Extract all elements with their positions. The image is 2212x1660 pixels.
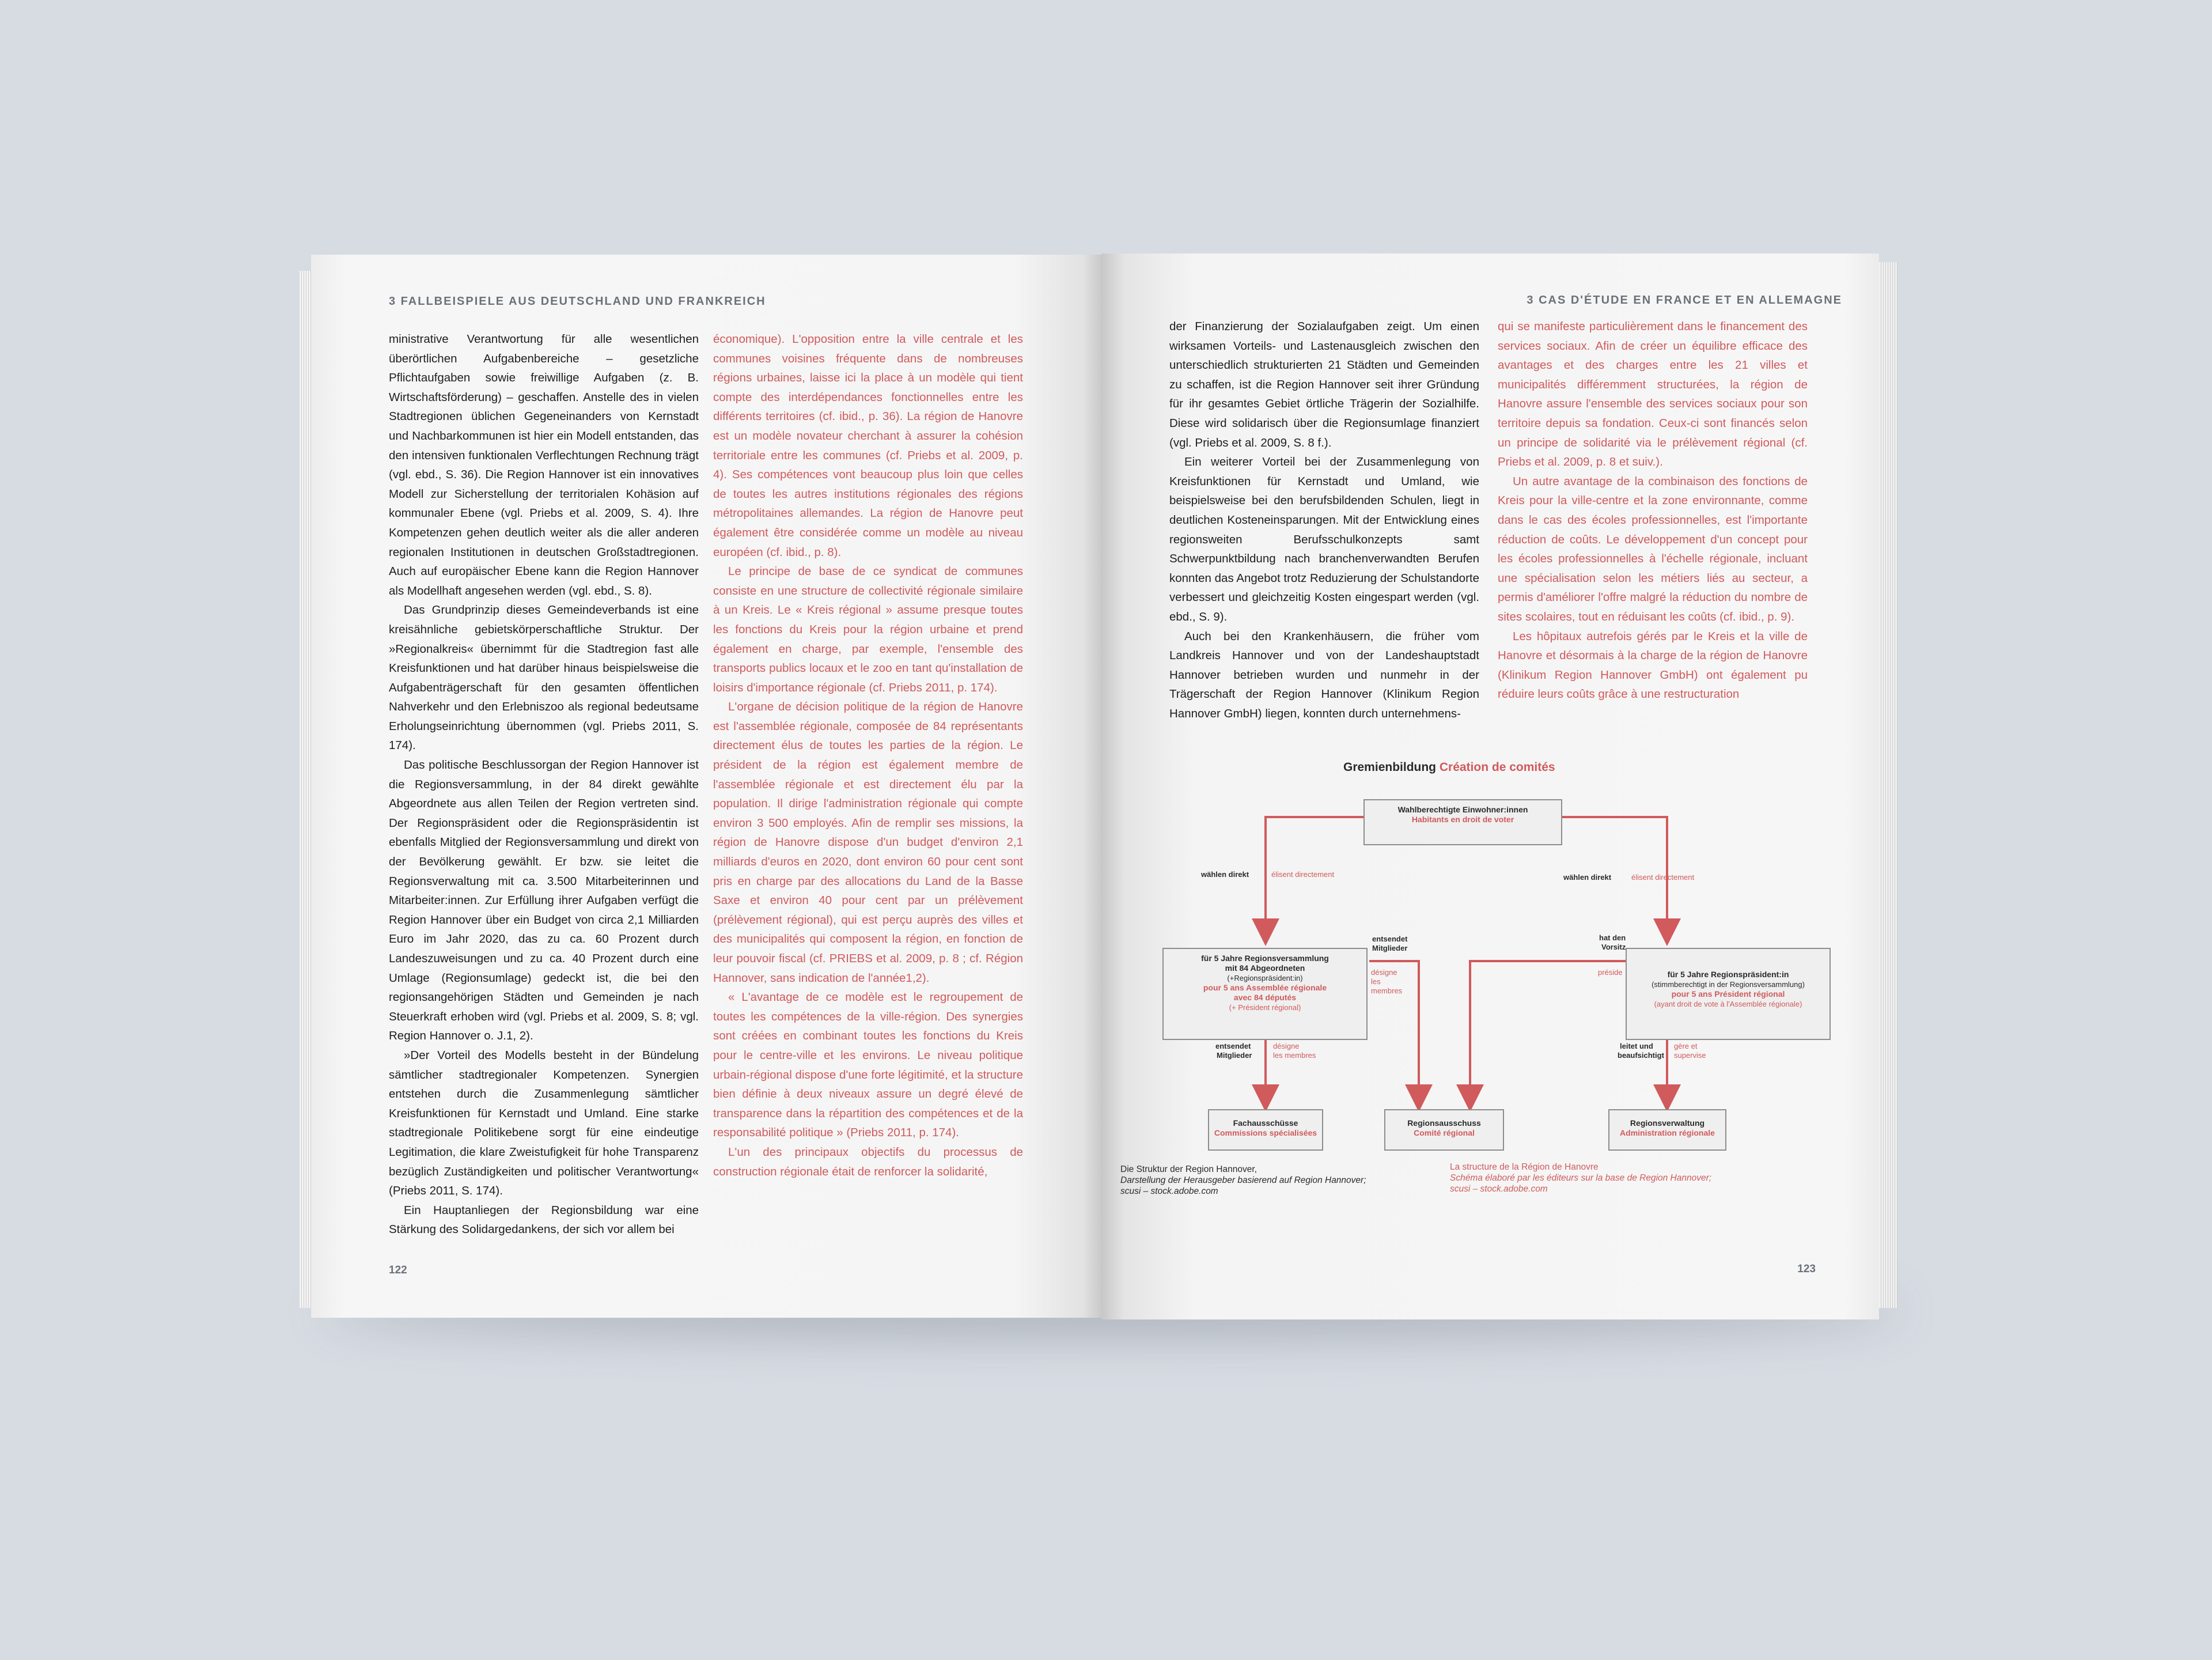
label-designates-fr-1: désigne: [1371, 968, 1397, 977]
caption-fr-line2-text: Schéma élaboré par les éditeurs sur la base de Region Hannover;: [1450, 1173, 1712, 1183]
assembly-label-de3: (+Regionspräsident:in): [1227, 974, 1303, 982]
paragraph: der Finanzierung der Sozialaufgaben zeigt. Um einen wirksamen Vorteils- und Lastenausgleich zwischen den unterschiedlich strukturierten 21 Städten und Gemeinden zu schaffen, ist die Region Hannover seit ihrer Gründung für ihr gesamtes Gebiet örtliche Trägerin der Sozialhilfe. Diese wird solidarisch über die Regionsumlage finanziert (vgl. Priebs et al. 2009, S. 8 f.).: [1169, 320, 1479, 449]
caption-fr-line3-text: scusi – stock.adobe.com: [1450, 1184, 1548, 1194]
caption-fr-line2: [1450, 1173, 1711, 1183]
running-head-right: 3 CAS D'ÉTUDE EN FRANCE ET EN ALLEMAGNE: [1527, 294, 1842, 307]
label-designates-fr-3: membres: [1371, 986, 1403, 995]
president-label-fr: pour 5 ans Président régional: [1671, 989, 1785, 999]
caption-de-line3-text: scusi – stock.adobe.com: [1120, 1186, 1218, 1196]
voters-label-fr: Habitants en droit de voter: [1411, 815, 1514, 824]
label-sends-low-de-2: Mitglieder: [1217, 1051, 1252, 1060]
paragraph: économique). L'opposition entre la ville centrale et les communes voisines fréquente dans de nombreuses régions urbaines, laisse ici la place à un modèle qui tient compte des interdépendances fonctionnelles entre les différents territoires (cf. ibid., p. 36). La région de Hanovre est un modèle novateur cherchant à assurer la cohésion territoriale entre les communes (cf. Priebs et al. 2009, p. 4). Ses compétences vont beaucoup plus loin que celles de toutes les autres institutions régionales des régions métropolitaines allemandes. La région de Hanovre peut également être considérée comme un modèle au niveau européen (cf. ibid., p. 8).: [713, 332, 1023, 559]
label-manages-fr-1: gère et: [1674, 1042, 1698, 1050]
label-chairs-fr: préside: [1598, 968, 1623, 977]
paragraph: Ein Hauptanliegen der Regionsbildung war eine Stärkung des Solidargedankens, der sich vor allem bei: [389, 1203, 699, 1237]
label-elect-left-fr: élisent directement: [1271, 870, 1335, 879]
label-sends-low-de-1: entsendet: [1215, 1042, 1251, 1050]
label-manages-fr-2: supervise: [1674, 1051, 1706, 1060]
caption-fr-line1: La structure de la Région de Hanovre: [1450, 1162, 1599, 1172]
paragraph: Auch bei den Krankenhäusern, die früher vom Landkreis Hannover und von der Landeshauptstadt Hannover betrieben wurden und nunmehr in der Trägerschaft der Region Hannover (Klinikum Region Hannover GmbH) liegen, konnten durch unternehmens-: [1169, 629, 1479, 720]
column-german-left: [389, 330, 699, 1239]
label-sends-members-de-1: entsendet: [1372, 935, 1408, 943]
regional-committee-box: [1384, 1109, 1504, 1151]
label-elect-right-fr: élisent directement: [1631, 873, 1695, 882]
caption-de-line2-text: Darstellung der Herausgeber basierend auf Region Hannover;: [1120, 1175, 1366, 1185]
paragraph: L'un des principaux objectifs du processus de construction régionale était de renforcer la solidarité,: [713, 1145, 1023, 1178]
paragraph: Das Grundprinzip dieses Gemeindeverbands ist eine kreisähnliche gebietskörperschaftliche Struktur. Der »Regionalkreis« übernimmt für die Stadtregion fast alle Kreisfunktionen und hat darüber hinaus beispielsweise die Aufgabenträgerschaft für den gesamten öffentlichen Nahverkehr und den Erlebniszoo als regional bedeutsame Erholungseinrichtung übernommen (vgl. Priebs 2011, S. 174).: [389, 603, 699, 753]
president-label-fr2: (ayant droit de vote à l'Assemblée régionale): [1654, 1000, 1802, 1008]
label-manages-de-2: beaufsichtigt: [1618, 1051, 1664, 1060]
page-number-left: 122: [389, 1264, 407, 1276]
label-designates-low-fr-1: désigne: [1273, 1042, 1300, 1050]
committees-label-de: Fachausschüsse: [1233, 1118, 1298, 1128]
left-page: [311, 255, 1101, 1318]
right-page: [1101, 254, 1879, 1319]
arrow-elect-assembly: [1266, 817, 1363, 941]
running-head-left: 3 FALLBEISPIELE AUS DEUTSCHLAND UND FRANKREICH: [389, 295, 766, 308]
paragraph: Ein weiterer Vorteil bei der Zusammenlegung von Kreisfunktionen für Kernstadt und Umland, wie beispielsweise bei den berufsbildenden Schulen, liegt in deutlichen Kosteneinsparungen. Mit der Entwicklung eines regionsweiten Berufsschulkonzepts samt Schwerpunktbildung nach branchenverwandten Berufen konnten das Angebot trotz Reduzierung der Schulstandorte verbessert und gleichzeitig Kosten eingespart werden (vgl. ebd., S. 9).: [1169, 455, 1479, 623]
voters-box: [1363, 799, 1562, 845]
label-elect-left-de: wählen direkt: [1201, 870, 1249, 879]
administration-label-fr: Administration régionale: [1620, 1128, 1715, 1137]
president-label-de2: (stimmberechtigt in der Regionsversammlung): [1652, 980, 1805, 989]
diagram-title-fr: Création de comités: [1439, 761, 1555, 774]
regional-committee-label-de: Regionsausschuss: [1407, 1118, 1481, 1128]
paragraph: »Der Vorteil des Modells besteht in der Bündelung sämtlicher stadtregionaler Kompetenzen. Synergien entstehen durch die Zusammenlegung sämtlicher Kreisfunktionen für Kernstadt und Umland. Eine starke stadtregionale Politikebene sorgt für eine eindeutige Legitimation, die klare Zweistufigkeit für hohe Transparenz bezüglich Zuständigkeiten und politischer Verantwortung« (Priebs 2011, S. 174).: [389, 1048, 699, 1198]
paragraph: Le principe de base de ce syndicat de communes consiste en une structure de collectivité régionale similaire à un Kreis. Le « Kreis régional » assume presque toutes les fonctions du Kreis pour la région urbaine et prend également en charge, par exemple, l'ensemble des transports publics locaux et le zoo en tant qu'installation de loisirs d'importance régionale (cf. Priebs 2011, p. 174).: [713, 565, 1023, 694]
label-sends-members-de-2: Mitglieder: [1372, 944, 1408, 952]
administration-label-de: Regionsverwaltung: [1630, 1118, 1705, 1128]
caption-de-line3: [1120, 1186, 1218, 1197]
paragraph: Das politische Beschlussorgan der Region Hannover ist die Regionsversammlung, in der 84 direkt gewählte Abgeordnete aus allen Teilen der Region vertreten sind. Der Regionspräsident oder die Regionspräsidentin ist ebenfalls Mitglied der Regionsversammlung und direkt von der Bevölkerung gewählt. Er bzw. sie leitet die Regionsverwaltung mit ca. 3.500 Mitarbeiterinnen und Mitarbeiter:innen. Zur Erfüllung ihrer Aufgaben verfügt die Region Hannover über ein Budget von circa 2,1 Milliarden Euro im Jahr 2020, das zu ca. 60 Prozent durch Landeszuweisungen und zu ca. 40 Prozent durch eine Umlage (Regionsumlage) gedeckt ist, die bei den regionsangehörigen Städten und Gemeinden je nach Steuerkraft erhoben wird (vgl. Priebs et al. 2009, S. 8; vgl. Region Hannover o. J.1, 2).: [389, 758, 699, 1043]
paragraph: qui se manifeste particulièrement dans le financement des services sociaux. Afin de créer un équilibre efficace des avantages et des charges entre les 21 villes et municipalités différemment structurées, la région de Hanovre assure l'ensemble des services sociaux pour son territoire depuis sa fondation. Ceux-ci sont financés selon un principe de solidarité via le prélèvement régional (cf. Priebs et al. 2009, p. 8 et suiv.).: [1498, 320, 1808, 469]
column-german-right: [1169, 317, 1479, 723]
label-designates-low-fr-2: les membres: [1273, 1051, 1316, 1060]
arrow-president-regional-committee: [1470, 961, 1626, 1107]
committees-label-fr: Commissions spécialisées: [1214, 1128, 1317, 1137]
paragraph: Les hôpitaux autrefois gérés par le Kreis et la ville de Hanovre et désormais à la charge de la région de Hanovre (Klinikum Region Hannover GmbH) ont également pu réduire leurs coûts grâce à une restructuration: [1498, 629, 1808, 701]
diagram-title-de: Gremienbildung: [1343, 761, 1437, 774]
assembly-box: [1162, 948, 1368, 1040]
committees-box: [1208, 1109, 1323, 1151]
column-french-left: [713, 330, 1023, 1181]
organization-diagram: [1120, 761, 1816, 1198]
assembly-label-fr3: (+ Président régional): [1229, 1003, 1301, 1012]
assembly-label-fr2: avec 84 députés: [1233, 993, 1297, 1002]
caption-de-line1: Die Struktur der Region Hannover,: [1120, 1164, 1257, 1174]
assembly-label-de: für 5 Jahre Regionsversammlung: [1201, 954, 1329, 963]
column-french-right: [1498, 317, 1808, 704]
president-box: [1626, 948, 1831, 1040]
administration-box: [1608, 1109, 1726, 1151]
president-label-de: für 5 Jahre Regionspräsident:in: [1667, 970, 1789, 979]
assembly-label-de2: mit 84 Abgeordneten: [1225, 963, 1305, 973]
paragraph: Un autre avantage de la combinaison des fonctions de Kreis pour la ville-centre et la zone environnante, comme dans le cas des écoles professionnelles, est l'importante réduction de coûts. Le développement d'un concept pour les écoles professionnelles à l'échelle régionale, incluant une spécialisation selon les métiers liés au secteur, a permis d'améliorer l'offre malgré la réduction du nombre de sites scolaires, tout en réduisant les coûts (cf. ibid., p. 9).: [1498, 474, 1808, 623]
caption-de-line2: [1120, 1175, 1366, 1186]
caption-fr-line3: [1450, 1183, 1548, 1194]
paragraph: L'organe de décision politique de la région de Hanovre est l'assemblée régionale, composée de 84 représentants directement élus de toutes les parties de la région. Le président de la région est également membre de l'assemblée régionale et est directement élu par la population. Il dirige l'administration régionale qui compte environ 3 500 employés. Afin de remplir ses missions, la région de Hanovre dispose d'un budget d'environ 2,1 milliards d'euros en 2020, dont environ 60 pour cent sont pris en charge par des allocations du Land de la Basse Saxe et environ 40 pour cent par un prélèvement (prélèvement régional), qui est perçu auprès des villes et des municipalités qui composent la région, en fonction de leur pouvoir fiscal (cf. PRIEBS et al. 2009, p. 8 ; cf. Région Hannover, sans indication de l'année1,2).: [713, 700, 1023, 985]
assembly-label-fr: pour 5 ans Assemblée régionale: [1203, 983, 1327, 992]
label-manages-de-1: leitet und: [1620, 1042, 1653, 1050]
page-number-right: 123: [1797, 1263, 1816, 1275]
paragraph: ministrative Verantwortung für alle wesentlichen überörtlichen Aufgabenbereiche – gesetzliche Pflichtaufgaben sowie freiwillige Aufgaben (z. B. Wirtschaftsförderung) – geschaffen. Anstelle des in vielen Stadtregionen üblichen Gegeneinanders von Kernstadt und Nachbarkommunen ist hier ein Modell entstanden, das den intensiven funktionalen Verflechtungen Rechnung trägt (vgl. ebd., S. 36). Die Region Hannover ist ein innovatives Modell zur Sicherstellung der territorialen Kohäsion auf kommunaler Ebene (vgl. Priebs et al. 2009, S. 4). Ihre Kompetenzen gehen deutlich weiter als die aller anderen regionalen Institutionen in deutschen Großstadtregionen. Auch auf europäischer Ebene kann die Region Hannover als Modellhaft angesehen werden (vgl. ebd., S. 8).: [389, 332, 699, 598]
label-chairs-de-1: hat den: [1599, 933, 1626, 942]
regional-committee-label-fr: Comité régional: [1414, 1128, 1475, 1137]
label-elect-right-de: wählen direkt: [1563, 873, 1612, 882]
paragraph: « L'avantage de ce modèle est le regroupement de toutes les compétences de la ville-région. Des synergies sont créées en combinant toutes les fonctions du Kreis pour le centre-ville et les environs. Le niveau politique urbain-régional dispose d'une forte légitimité, et la structure bien définie à deux niveaux assure un degré élevé de transparence dans la répartition des compétences et de la responsabilité politique » (Priebs 2011, p. 174).: [713, 990, 1023, 1140]
voters-label-de: Wahlberechtigte Einwohner:innen: [1397, 805, 1528, 814]
label-designates-fr-2: les: [1371, 977, 1381, 986]
label-chairs-de-2: Vorsitz: [1601, 943, 1626, 951]
